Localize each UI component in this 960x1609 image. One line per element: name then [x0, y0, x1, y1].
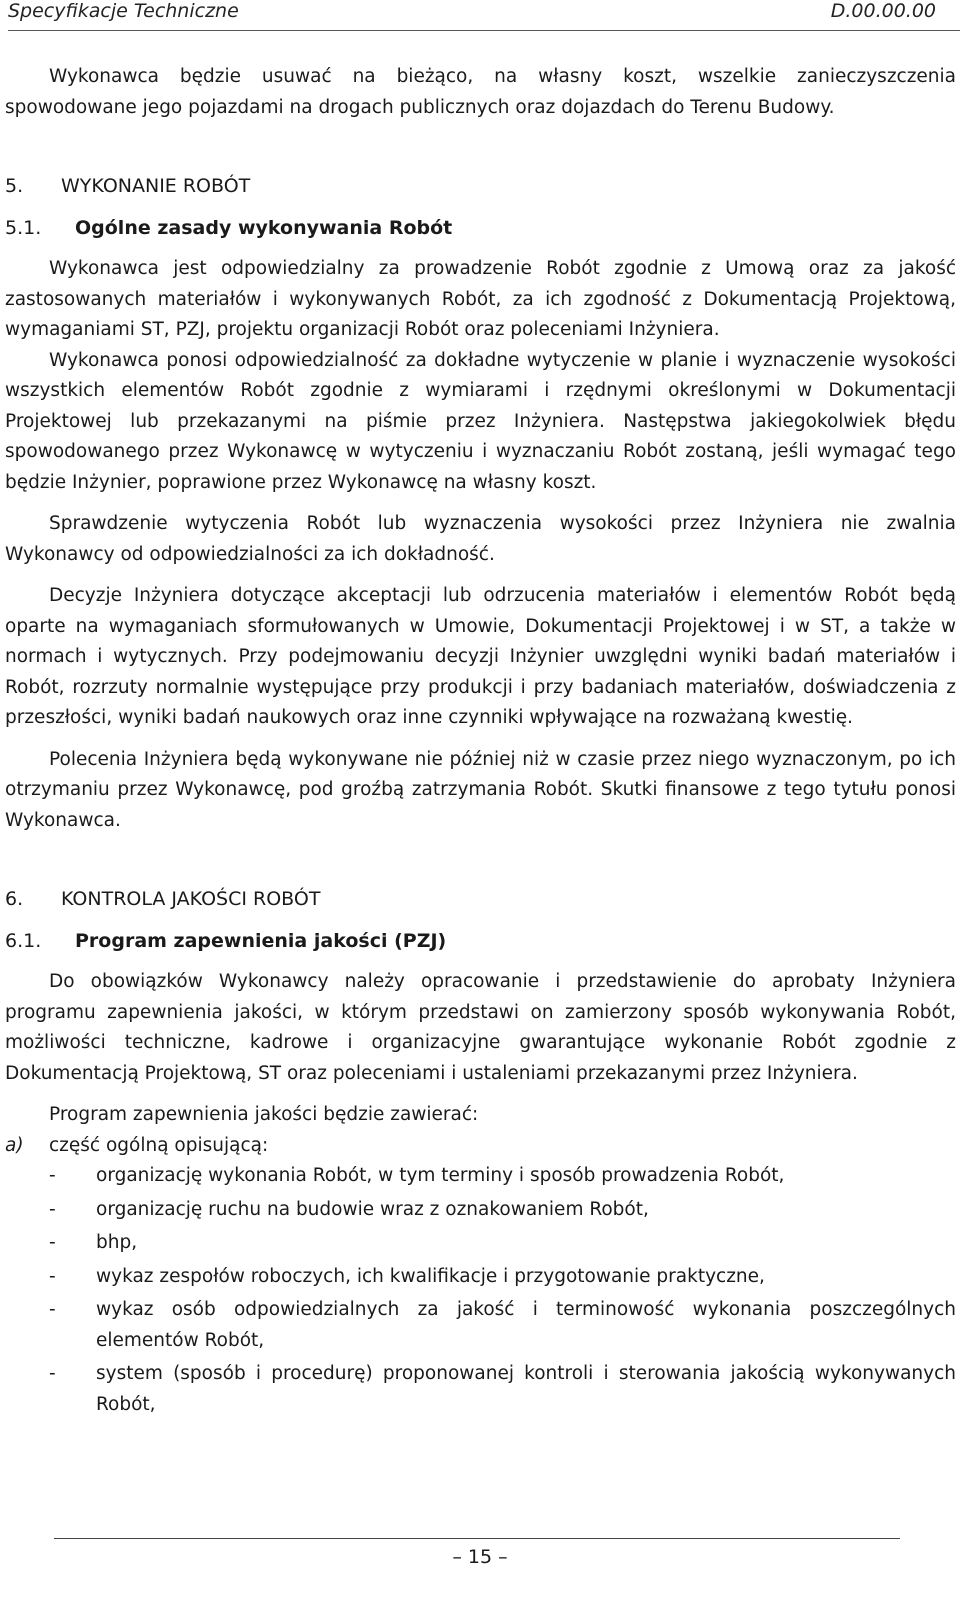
list-item-text: część ogólną opisującą: — [49, 1134, 269, 1156]
list-item-label: a) — [5, 1134, 24, 1156]
list-item-a — [5, 1131, 956, 1162]
subsection-5-1-heading — [5, 213, 956, 244]
paragraph: Do obowiązków Wykonawcy należy opracowanie i przedstawienie do aprobaty Inżyniera programu zapewnienia jakości, w którym przedstawi on zamierzony sposób wykonywania Robót, możliwości techniczne, kadrowe i organizacyjne gwarantujące wykonanie Robót zgodnie z Dokumentacją Projektową, ST oraz poleceniami i ustaleniami przekazanymi przez Inżyniera. — [5, 971, 956, 1084]
list-item — [5, 1195, 956, 1226]
list-dash: - — [49, 1265, 56, 1287]
list-dash: - — [49, 1198, 56, 1220]
subsection-title: Program zapewnienia jakości (PZJ) — [75, 929, 447, 952]
section-5-heading — [5, 171, 956, 202]
list-item — [5, 1262, 956, 1293]
document-body — [5, 62, 956, 1423]
paragraph: Wykonawca jest odpowiedzialny za prowadzenie Robót zgodnie z Umową oraz za jakość zastosowanych materiałów i wykonywanych Robót, za ich zgodność z Dokumentacją Projektową, wymaganiami ST, PZJ, projektu organizacji Robót oraz poleceniami Inżyniera. — [5, 258, 956, 340]
list-dash: - — [49, 1299, 56, 1320]
list-item — [5, 1359, 956, 1420]
subsection-title: Ogólne zasady wykonywania Robót — [75, 216, 453, 239]
list-item — [5, 1161, 956, 1192]
list-item-text: wykaz zespołów roboczych, ich kwalifikacje i przygotowanie praktyczne, — [96, 1265, 765, 1287]
section-title: KONTROLA JAKOŚCI ROBÓT — [61, 888, 321, 910]
header-document-code: D.00.00.00 — [830, 0, 936, 22]
list-item-text: wykaz osób odpowiedzialnych za jakość i terminowość wykonania poszczególnych elementów Robót, — [96, 1299, 956, 1351]
list-item-text: organizację ruchu na budowie wraz z oznakowaniem Robót, — [96, 1198, 649, 1220]
subsection-number: 5.1. — [5, 216, 42, 239]
list-item-text: organizację wykonania Robót, w tym terminy i sposób prowadzenia Robót, — [96, 1165, 785, 1186]
subsection-6-1-heading — [5, 926, 956, 957]
section-title: WYKONANIE ROBÓT — [61, 175, 251, 197]
paragraph: Decyzje Inżyniera dotyczące akceptacji lub odrzucenia materiałów i elementów Robót będą oparte na wymaganiach sformułowanych w Umowie, Dokumentacji Projektowej i w ST, a także w normach i wytycznych. Przy podejmowaniu decyzji Inżynier uwzględni wyniki badań materiałów i Robót, rozrzuty normalnie występujące przy produkcji i przy badaniach materiałów, doświadczenia z przeszłości, wyniki badań naukowych oraz inne czynniki wpływające na rozważaną kwestię. — [5, 585, 956, 728]
page-number: – 15 – — [452, 1546, 508, 1568]
paragraph: Sprawdzenie wytyczenia Robót lub wyznaczenia wysokości przez Inżyniera nie zwalnia Wykonawcy od odpowiedzialności za ich dokładność. — [5, 513, 956, 565]
list-item-text: system (sposób i procedurę) proponowanej kontroli i sterowania jakością wykonywanych Robót, — [96, 1363, 956, 1415]
list-item-text: bhp, — [96, 1232, 138, 1253]
header-document-title: Specyfikacje Techniczne — [8, 0, 239, 22]
footer-divider — [54, 1538, 900, 1539]
page-header — [8, 0, 960, 31]
section-number: 5. — [5, 175, 24, 197]
list-item — [5, 1295, 956, 1356]
section-number: 6. — [5, 888, 24, 910]
paragraph: Polecenia Inżyniera będą wykonywane nie później niż w czasie przez niego wyznaczonym, po ich otrzymaniu przez Wykonawcę, pod groźbą zatrzymania Robót. Skutki finansowe z tego tytułu ponosi Wykonawca. — [5, 748, 956, 831]
intro-paragraph: Wykonawca będzie usuwać na bieżąco, na własny koszt, wszelkie zanieczyszczenia spowodowane jego pojazdami na drogach publicznych oraz dojazdach do Terenu Budowy. — [5, 66, 956, 118]
list-intro: Program zapewnienia jakości będzie zawierać: — [49, 1104, 479, 1125]
list-dash: - — [49, 1232, 56, 1253]
paragraph: Wykonawca ponosi odpowiedzialność za dokładne wytyczenie w planie i wyznaczenie wysokości wszystkich elementów Robót zgodnie z wymiarami i rzędnymi określonymi w Dokumentacji Projektowej lub przekazanymi na piśmie przez Inżyniera. Następstwa jakiegokolwiek błędu spowodowanego przez Wykonawcę w wytyczeniu i wyznaczaniu Robót zostaną, jeśli wymagać tego będzie Inżynier, poprawione przez Wykonawcę na własny koszt. — [5, 349, 956, 493]
dash-list — [5, 1161, 956, 1420]
section-6-heading — [5, 884, 956, 915]
list-item — [5, 1228, 956, 1259]
list-dash: - — [49, 1165, 56, 1186]
subsection-number: 6.1. — [5, 929, 42, 952]
list-dash: - — [49, 1363, 56, 1384]
